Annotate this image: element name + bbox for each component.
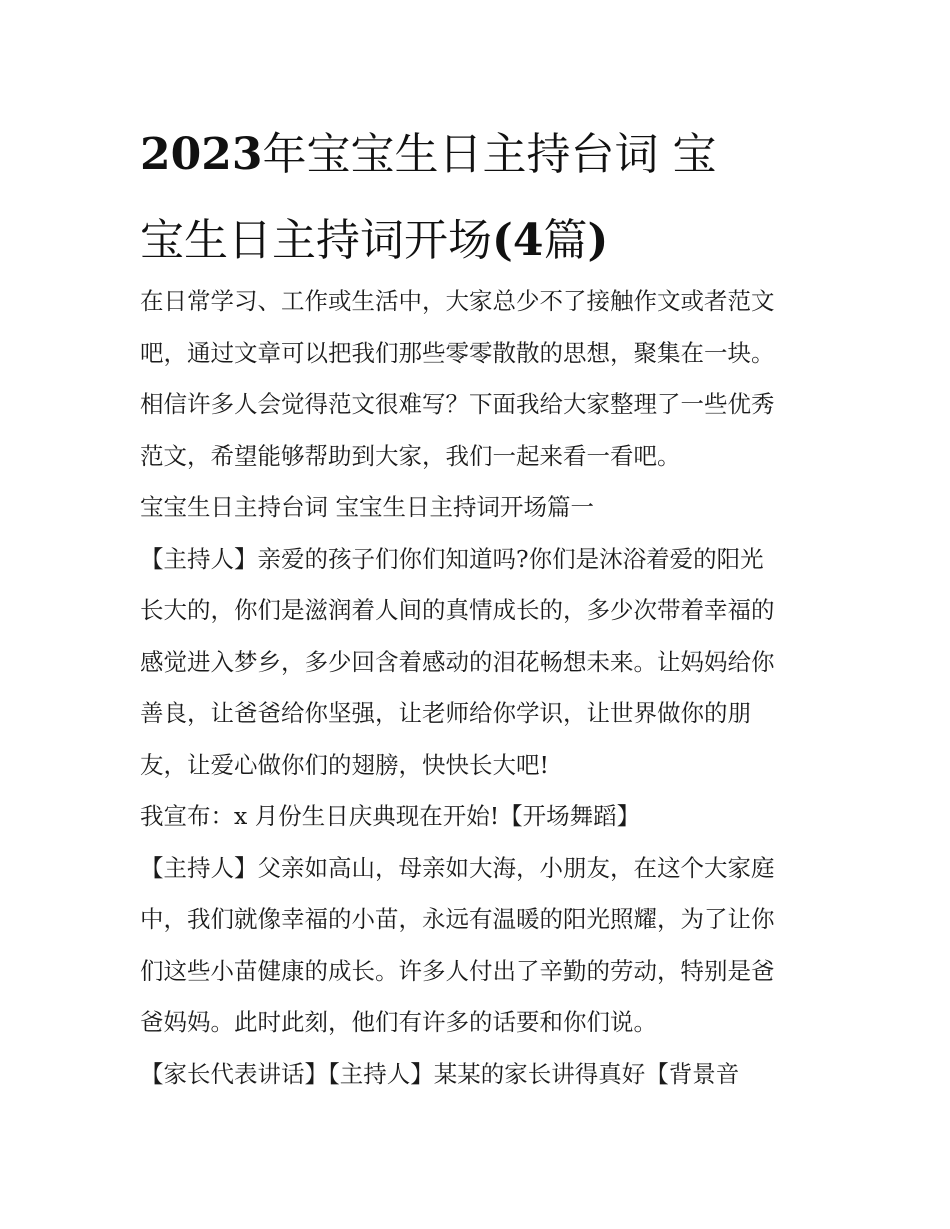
paragraph-parent-speech [140,1049,830,1101]
title-line-1-text: 年宝宝生日主持台词 宝 [262,129,717,180]
paragraph-line: 善良，让爸爸给你坚强，让老师给你学识，让世界做你的朋 [140,699,751,727]
section-heading-text: 宝宝生日主持台词 宝宝生日主持词开场篇一 [140,493,594,521]
paragraph-line: 相信许多人会觉得范文很难写？下面我给大家整理了一些优秀 [140,390,775,418]
title-count-close: ) [587,215,609,266]
paragraph-host-1 [140,534,830,792]
paragraph-announce [140,791,830,843]
title-line-1 [140,112,820,198]
title-year: 2023 [140,129,263,180]
paragraph-host-2 [140,843,830,1049]
document-body [140,276,830,1100]
paragraph-intro [140,276,830,482]
paragraph-line: 感觉进入梦乡，多少回含着感动的泪花畅想未来。让妈妈给你 [140,647,775,676]
paragraph-line: 我宣布：x 月份生日庆典现在开始!【开场舞蹈】 [140,802,641,830]
title-count-open: (4 [492,215,544,266]
paragraph-line: 爸妈妈。此时此刻，他们有许多的话要和你们说。 [140,1008,657,1036]
paragraph-line: 友，让爱心做你们的翅膀，快快长大吧! [140,750,549,779]
paragraph-line: 【家长代表讲话】【主持人】某某的家长讲得真好【背景音 [140,1059,740,1088]
title-count-unit: 篇 [543,215,588,266]
paragraph-line: 范文，希望能够帮助到大家，我们一起来看一看吧。 [140,441,681,470]
paragraph-line: 长大的，你们是滋润着人间的真情成长的，多少次带着幸福的 [140,596,775,624]
paragraph-line: 【主持人】父亲如高山，母亲如大海，小朋友，在这个大家庭 [140,853,775,882]
paragraph-line: 在日常学习、工作或生活中，大家总少不了接触作文或者范文 [140,287,775,315]
paragraph-line: 中，我们就像幸福的小苗，永远有温暖的阳光照耀，为了让你 [140,905,775,933]
title-line-2-text: 宝生日主持词开场 [140,215,492,266]
section-heading [140,482,830,534]
title-line-2 [140,198,820,284]
paragraph-line: 们这些小苗健康的成长。许多人付出了辛勤的劳动，特别是爸 [140,956,775,985]
paragraph-line: 吧，通过文章可以把我们那些零零散散的思想，聚集在一块。 [140,338,775,367]
document-title [140,112,820,284]
paragraph-line: 【主持人】亲爱的孩子们你们知道吗?你们是沐浴着爱的阳光 [140,544,764,573]
